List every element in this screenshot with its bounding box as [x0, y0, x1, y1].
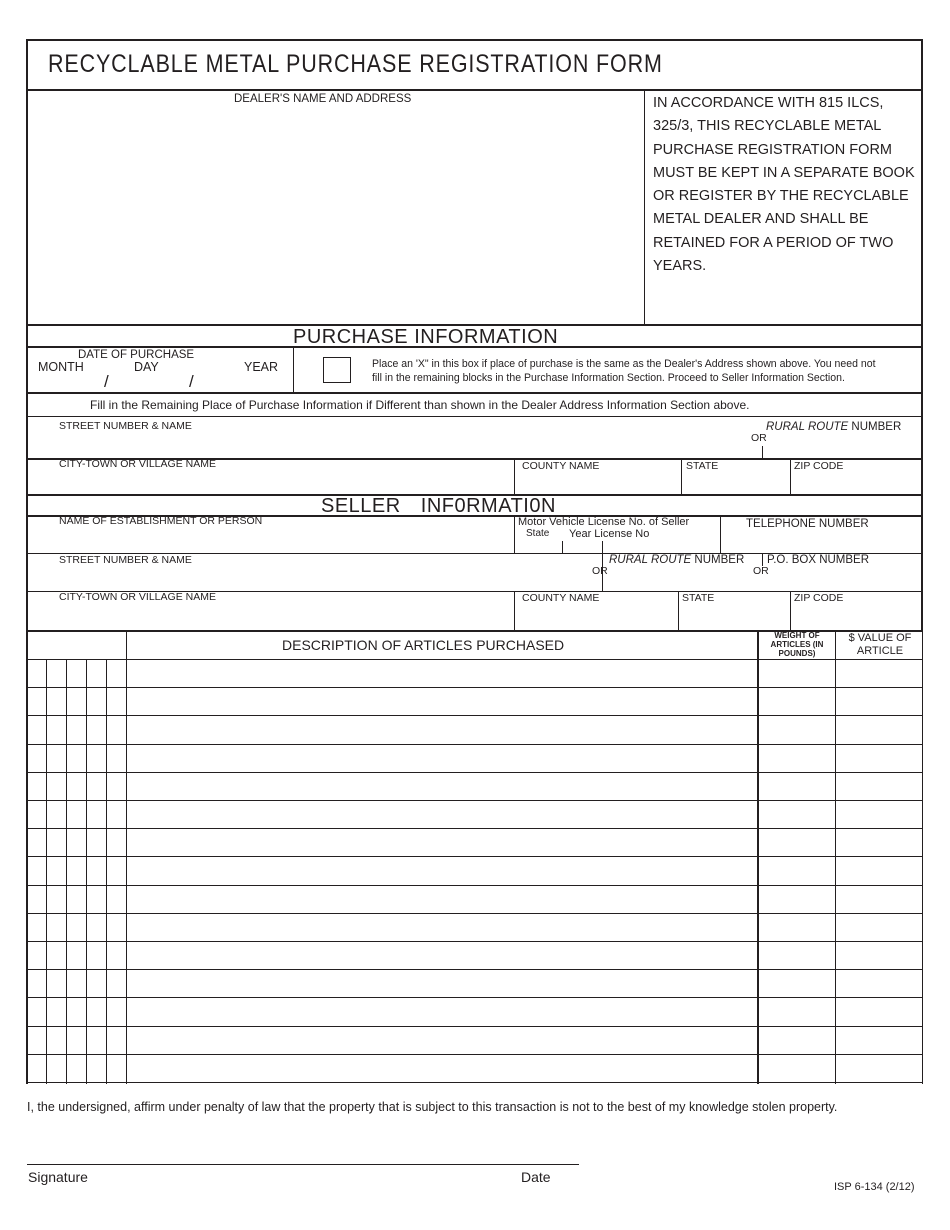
purchase-month-field[interactable] — [30, 374, 104, 392]
article-value-cell[interactable] — [838, 830, 920, 855]
purchase-day-field[interactable] — [114, 374, 188, 392]
articles-value-header: $ VALUE OF ARTICLE — [848, 632, 912, 657]
articles-row-line — [27, 885, 923, 886]
purchase-city-field[interactable] — [30, 472, 510, 494]
seller-county-divider — [514, 592, 515, 630]
seller-or-label-2: OR — [753, 565, 769, 577]
seller-rural-route-field[interactable] — [606, 570, 758, 590]
article-weight-cell[interactable] — [760, 689, 832, 714]
article-weight-cell[interactable] — [760, 915, 832, 940]
purchase-state-field[interactable] — [684, 474, 786, 494]
articles-code-column-line — [106, 659, 107, 1084]
purchase-zip-divider — [790, 459, 791, 495]
remaining-info-note: Fill in the Remaining Place of Purchase Information if Different than shown in the Dealer Address Information Section above. — [90, 398, 750, 412]
article-weight-cell[interactable] — [760, 802, 832, 827]
article-description-cell[interactable] — [128, 802, 754, 827]
purchase-zip-label: ZIP CODE — [794, 460, 844, 472]
article-value-cell[interactable] — [838, 802, 920, 827]
form-outer-border — [26, 39, 922, 41]
article-description-cell[interactable] — [128, 1028, 754, 1053]
articles-value-left-line — [835, 631, 836, 1084]
article-description-cell[interactable] — [128, 943, 754, 968]
article-weight-cell[interactable] — [760, 1056, 832, 1081]
purchase-city-label: CITY-TOWN OR VILLAGE NAME — [59, 458, 216, 470]
form-number: ISP 6-134 (2/12) — [834, 1181, 915, 1193]
article-description-cell[interactable] — [128, 689, 754, 714]
article-weight-cell[interactable] — [760, 830, 832, 855]
article-description-cell[interactable] — [128, 774, 754, 799]
dealer-name-address-label: DEALER'S NAME AND ADDRESS — [234, 93, 412, 105]
seller-or-label-1: OR — [592, 565, 608, 577]
signature-line — [27, 1164, 579, 1165]
article-description-cell[interactable] — [128, 717, 754, 742]
seller-mv-year-label: Year License No — [569, 528, 650, 540]
article-weight-cell[interactable] — [760, 746, 832, 771]
purchase-county-label: COUNTY NAME — [522, 460, 600, 472]
date-of-purchase-label: DATE OF PURCHASE — [78, 349, 195, 361]
purchase-note-divider — [26, 392, 923, 394]
purchase-year-field[interactable] — [200, 374, 290, 392]
purchase-section-heading: PURCHASE INFORMATION — [293, 326, 559, 348]
seller-rural-number-text: NUMBER — [694, 554, 745, 566]
articles-row-line — [27, 687, 923, 688]
article-value-cell[interactable] — [838, 689, 920, 714]
seller-city-label: CITY-TOWN OR VILLAGE NAME — [59, 591, 216, 603]
seller-rural-divider — [602, 554, 603, 592]
dealer-retention-notice: IN ACCORDANCE WITH 815 ILCS, 325/3, THIS RECYCLABLE METAL PURCHASE REGISTRATION FORM MUST BE KEPT IN A SEPARATE BOOK OR REGISTER BY THE RECYCLABLE METAL DEALER AND SHALL BE RETAINED FOR A PERIOD OF TWO YEARS. — [653, 95, 915, 275]
purchase-rural-number-text: NUMBER — [851, 421, 902, 433]
dealer-name-address-field[interactable] — [28, 108, 642, 324]
article-value-cell[interactable] — [838, 971, 920, 996]
article-description-cell[interactable] — [128, 746, 754, 771]
form-title: RECYCLABLE METAL PURCHASE REGISTRATION FORM — [48, 50, 663, 78]
seller-county-label: COUNTY NAME — [522, 592, 600, 604]
purchase-heading-bottom-line — [26, 346, 923, 348]
date-block-divider — [293, 347, 294, 392]
purchase-state-label: STATE — [686, 460, 719, 472]
seller-mv-state-label: State — [526, 528, 550, 539]
seller-county-field[interactable] — [518, 608, 674, 628]
purchase-rural-route-field[interactable] — [766, 436, 920, 456]
seller-telephone-divider — [720, 516, 721, 554]
article-value-cell[interactable] — [838, 999, 920, 1024]
article-value-cell[interactable] — [838, 1056, 920, 1081]
articles-row-line — [27, 913, 923, 914]
articles-right-border — [922, 631, 923, 1084]
articles-row-line — [27, 800, 923, 801]
seller-state-field[interactable] — [682, 608, 786, 628]
article-value-cell[interactable] — [838, 1028, 920, 1053]
purchase-county-field[interactable] — [518, 474, 678, 494]
purchase-rural-route-label — [766, 421, 901, 433]
date-slash-2: / — [189, 372, 194, 391]
article-value-cell[interactable] — [838, 661, 920, 686]
purchase-or-label: OR — [751, 432, 767, 444]
seller-rural-route-text: RURAL ROUTE — [609, 554, 692, 566]
date-label: Date — [521, 1169, 551, 1185]
purchase-rural-route-text: RURAL ROUTE — [766, 421, 849, 433]
date-slash-1: / — [104, 372, 109, 391]
title-divider — [26, 89, 923, 91]
article-value-cell[interactable] — [838, 887, 920, 912]
article-weight-cell[interactable] — [760, 774, 832, 799]
articles-code-column-line — [46, 659, 47, 1084]
articles-code-column-line — [86, 659, 87, 1084]
articles-row-line — [27, 941, 923, 942]
article-weight-cell[interactable] — [760, 999, 832, 1024]
month-label: MONTH — [38, 360, 84, 374]
articles-code-column-line — [66, 659, 67, 1084]
articles-row-line — [27, 969, 923, 970]
article-weight-cell[interactable] — [760, 943, 832, 968]
purchase-street-label: STREET NUMBER & NAME — [59, 420, 192, 432]
article-description-cell[interactable] — [128, 915, 754, 940]
same-as-dealer-note: Place an 'X" in this box if place of purchase is the same as the Dealer's Address shown above. You need not fill in the remaining blocks in the Purchase Information Section. Proceed to Seller Information Section. — [372, 358, 876, 384]
seller-zip-divider — [790, 592, 791, 630]
purchase-street-field[interactable] — [30, 434, 745, 456]
purchase-street-top-line — [27, 416, 923, 417]
article-description-cell[interactable] — [128, 830, 754, 855]
articles-row-line — [27, 997, 923, 998]
articles-weight-header: WEIGHT OF ARTICLES (IN POUNDS) — [770, 631, 824, 658]
signature-label: Signature — [28, 1169, 88, 1185]
purchase-rural-tick — [762, 446, 763, 458]
article-weight-cell[interactable] — [760, 717, 832, 742]
seller-name-field[interactable] — [30, 530, 510, 552]
signature-date-field[interactable] — [510, 1135, 578, 1163]
seller-section-heading: SELLER INF0RMATI0N — [321, 495, 556, 517]
articles-row-line — [27, 1026, 923, 1027]
articles-weight-left-line — [757, 631, 759, 1084]
seller-zip-label: ZIP CODE — [794, 592, 844, 604]
seller-rural-route-label — [609, 554, 744, 566]
affirmation-text: I, the undersigned, affirm under penalty of law that the property that is subject to this transaction is not to the best of my knowledge stolen property. — [27, 1100, 838, 1114]
seller-state-label: STATE — [682, 592, 715, 604]
form-right-border — [921, 39, 923, 631]
year-label: YEAR — [244, 360, 279, 374]
article-weight-cell[interactable] — [760, 887, 832, 912]
article-description-cell[interactable] — [128, 858, 754, 883]
article-description-cell[interactable] — [128, 661, 754, 686]
article-description-cell[interactable] — [128, 1056, 754, 1081]
article-value-cell[interactable] — [838, 774, 920, 799]
seller-zip-field[interactable] — [794, 608, 920, 628]
articles-left-border — [26, 631, 28, 1084]
article-value-cell[interactable] — [838, 746, 920, 771]
seller-street-field[interactable] — [30, 568, 590, 590]
articles-row-line — [27, 1054, 923, 1055]
seller-telephone-label: TELEPHONE NUMBER — [746, 518, 869, 530]
day-label: DAY — [134, 360, 159, 374]
seller-street-label: STREET NUMBER & NAME — [59, 554, 192, 566]
seller-mv-year-tick — [602, 541, 603, 553]
articles-row-line — [27, 1082, 923, 1083]
seller-mv-license-label: Motor Vehicle License No. of Seller — [518, 516, 690, 528]
article-description-cell[interactable] — [128, 999, 754, 1024]
articles-desc-left-line — [126, 631, 127, 1084]
seller-telephone-field[interactable] — [724, 534, 920, 552]
article-description-cell[interactable] — [128, 971, 754, 996]
seller-state-divider — [678, 592, 679, 630]
article-value-cell[interactable] — [838, 717, 920, 742]
articles-row-line — [27, 828, 923, 829]
articles-row-line — [27, 744, 923, 745]
articles-row-line — [27, 715, 923, 716]
seller-mv-state-field[interactable] — [518, 541, 560, 553]
article-value-cell[interactable] — [838, 943, 920, 968]
signature-field[interactable] — [27, 1135, 507, 1163]
purchase-zip-field[interactable] — [794, 474, 920, 494]
article-weight-cell[interactable] — [760, 1028, 832, 1053]
same-as-dealer-checkbox[interactable] — [323, 357, 351, 383]
purchase-state-divider — [681, 459, 682, 495]
seller-city-field[interactable] — [30, 606, 510, 628]
seller-po-box-field[interactable] — [766, 570, 920, 590]
article-weight-cell[interactable] — [760, 661, 832, 686]
article-weight-cell[interactable] — [760, 858, 832, 883]
seller-name-label: NAME OF ESTABLISHMENT OR PERSON — [59, 515, 263, 527]
article-description-cell[interactable] — [128, 887, 754, 912]
seller-mv-divider — [514, 516, 515, 554]
articles-row-line — [27, 772, 923, 773]
seller-mv-state-tick — [562, 541, 563, 553]
seller-po-box-label: P.O. BOX NUMBER — [767, 554, 870, 566]
article-value-cell[interactable] — [838, 858, 920, 883]
article-weight-cell[interactable] — [760, 971, 832, 996]
seller-mv-license-field[interactable] — [606, 541, 716, 553]
articles-row-line — [27, 856, 923, 857]
articles-description-header: DESCRIPTION OF ARTICLES PURCHASED — [282, 637, 565, 653]
articles-header-bottom-line — [27, 659, 923, 660]
dealer-notice-divider — [644, 90, 645, 325]
article-value-cell[interactable] — [838, 915, 920, 940]
purchase-county-divider — [514, 459, 515, 495]
